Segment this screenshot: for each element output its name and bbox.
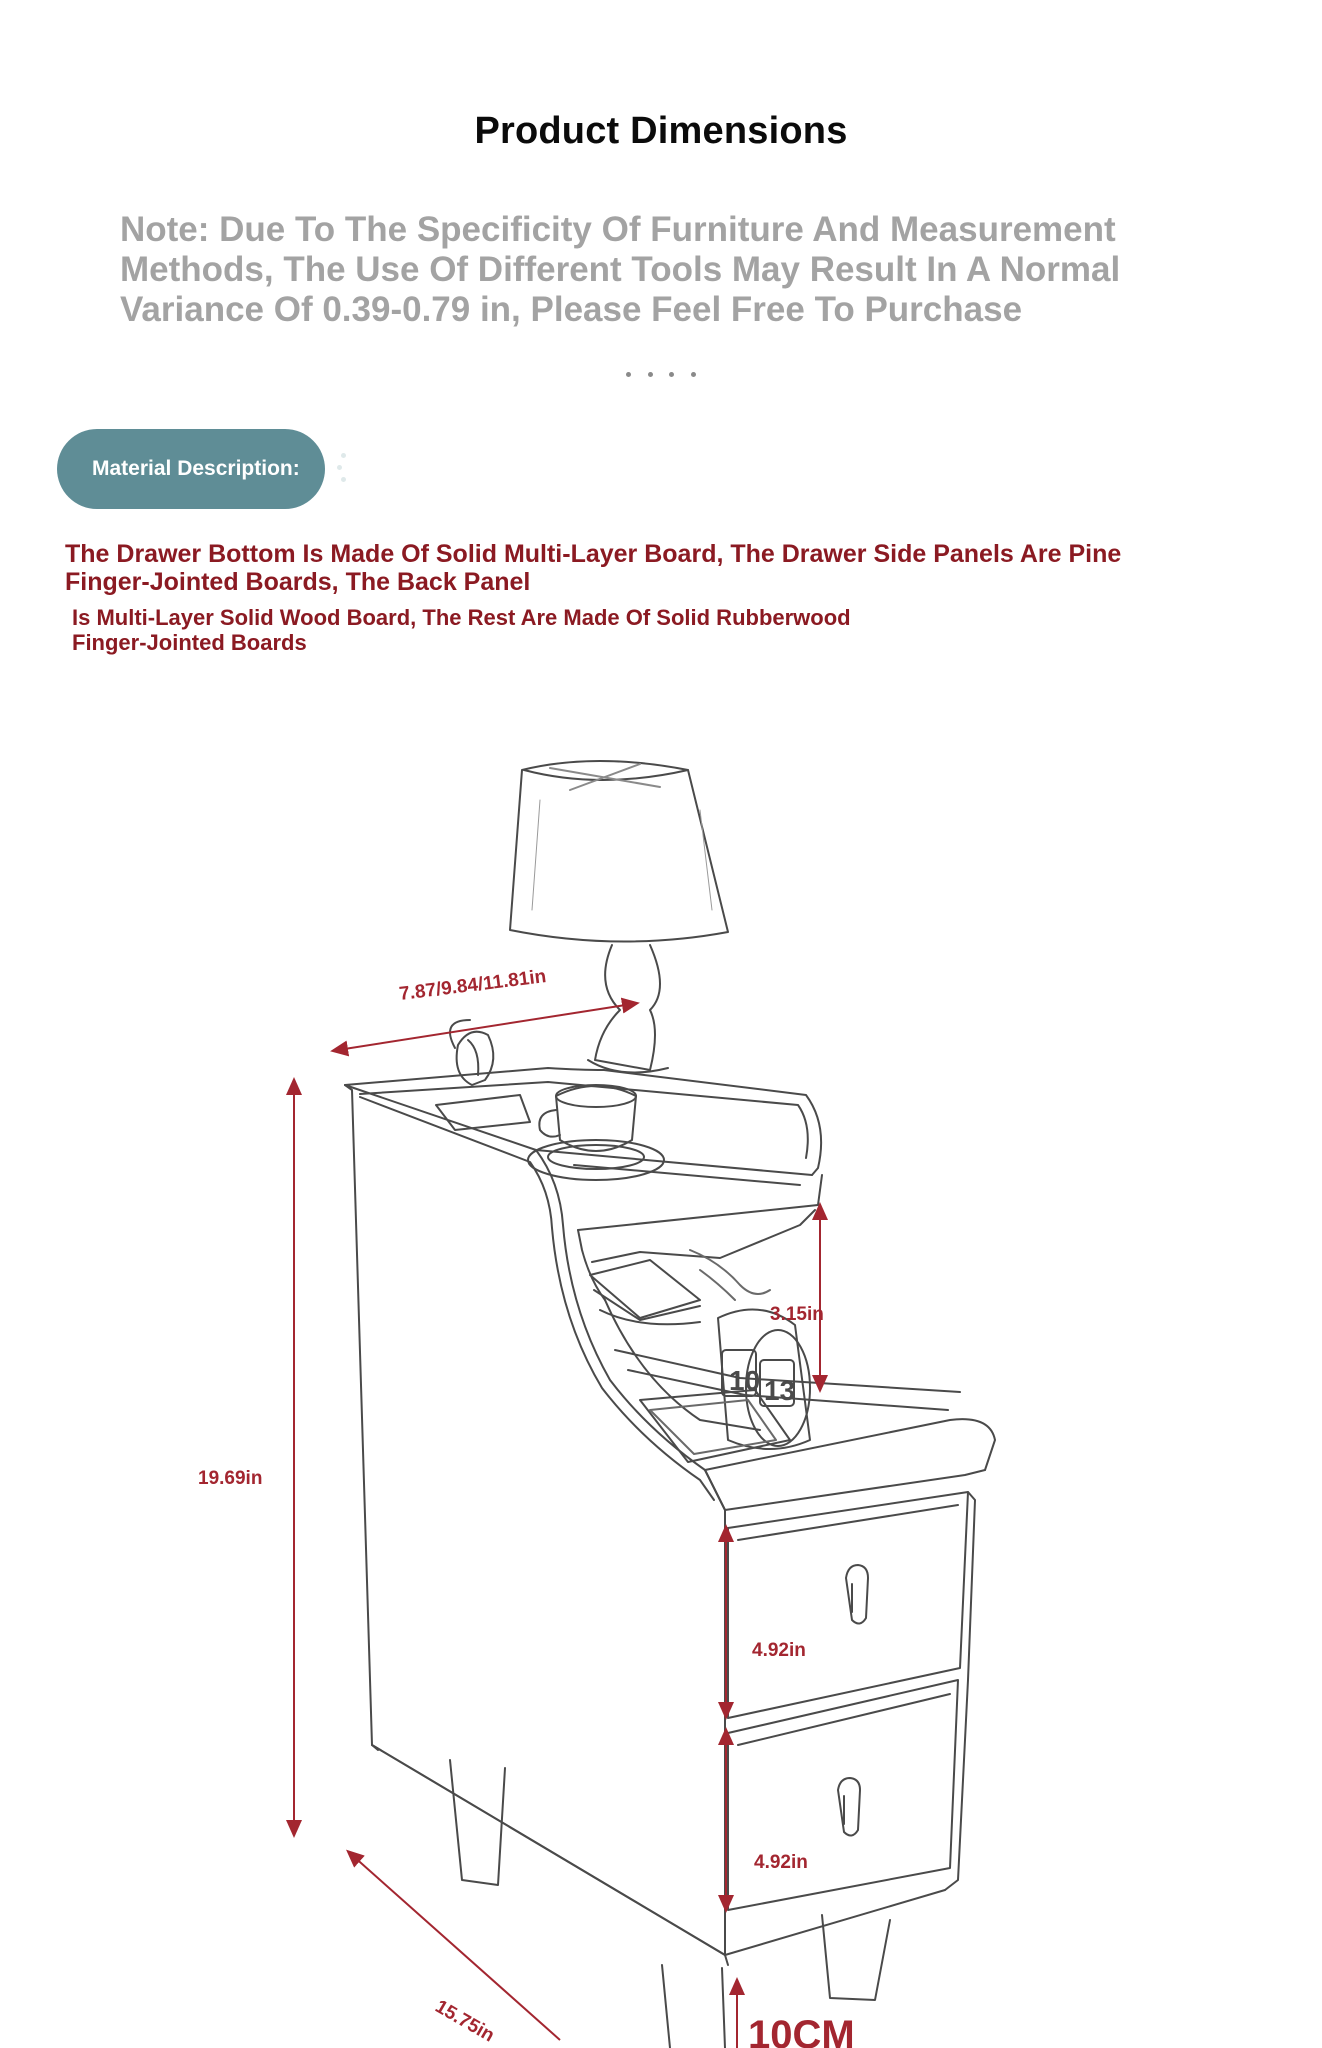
note-line: Note: Due To The Specificity Of Furniture And Measurement bbox=[120, 210, 1116, 249]
side-panel bbox=[345, 1085, 725, 1955]
material-line: Is Multi-Layer Solid Wood Board, The Rest Are Made Of Solid Rubberwood bbox=[72, 605, 851, 630]
depth-label: 15.75in bbox=[431, 1996, 498, 2047]
table-lamp bbox=[510, 761, 728, 1073]
watch-stand bbox=[436, 1020, 530, 1130]
top-surface bbox=[345, 1068, 821, 1175]
material-line: The Drawer Bottom Is Made Of Solid Multi-Layer Board, The Drawer Side Panels Are Pine bbox=[65, 540, 1122, 568]
top-drawer-handle bbox=[846, 1565, 868, 1624]
material-description-badge bbox=[57, 429, 325, 509]
material-line: Finger-Jointed Boards bbox=[72, 630, 307, 655]
height-label: 19.69in bbox=[198, 1468, 263, 1489]
coffee-cup bbox=[528, 1085, 664, 1180]
bottom-drawer bbox=[728, 1680, 958, 1910]
width-arrow bbox=[338, 1004, 632, 1050]
width-label: 7.87/9.84/11.81in bbox=[398, 966, 548, 1005]
leg-label: 10CM bbox=[748, 2013, 855, 2048]
material-text-primary bbox=[65, 540, 1245, 596]
top-drawer bbox=[728, 1492, 968, 1718]
clock-minute: 13 bbox=[764, 1375, 796, 1406]
badge-label: Material Description: bbox=[92, 457, 300, 480]
nightstand-sketch bbox=[345, 761, 995, 2048]
page-title: Product Dimensions bbox=[474, 110, 848, 152]
badge-decoration bbox=[337, 451, 351, 487]
note-line: Variance Of 0.39-0.79 in, Please Feel Free To Purchase bbox=[120, 290, 1023, 329]
drawer-top-label: 4.92in bbox=[752, 1640, 806, 1661]
section-divider-dots bbox=[626, 372, 696, 377]
measurement-note bbox=[120, 210, 1200, 330]
nightstand-dimension-diagram bbox=[0, 720, 1322, 2048]
clock-hour: 10 bbox=[729, 1365, 761, 1396]
drawer-bottom-label: 4.92in bbox=[754, 1852, 808, 1873]
material-text-secondary bbox=[72, 605, 972, 655]
bottom-drawer-handle bbox=[838, 1778, 860, 1836]
shelf-height-label: 3.15in bbox=[770, 1304, 824, 1325]
material-line: Finger-Jointed Boards, The Back Panel bbox=[65, 568, 531, 596]
note-line: Methods, The Use Of Different Tools May Result In A Normal bbox=[120, 250, 1121, 289]
